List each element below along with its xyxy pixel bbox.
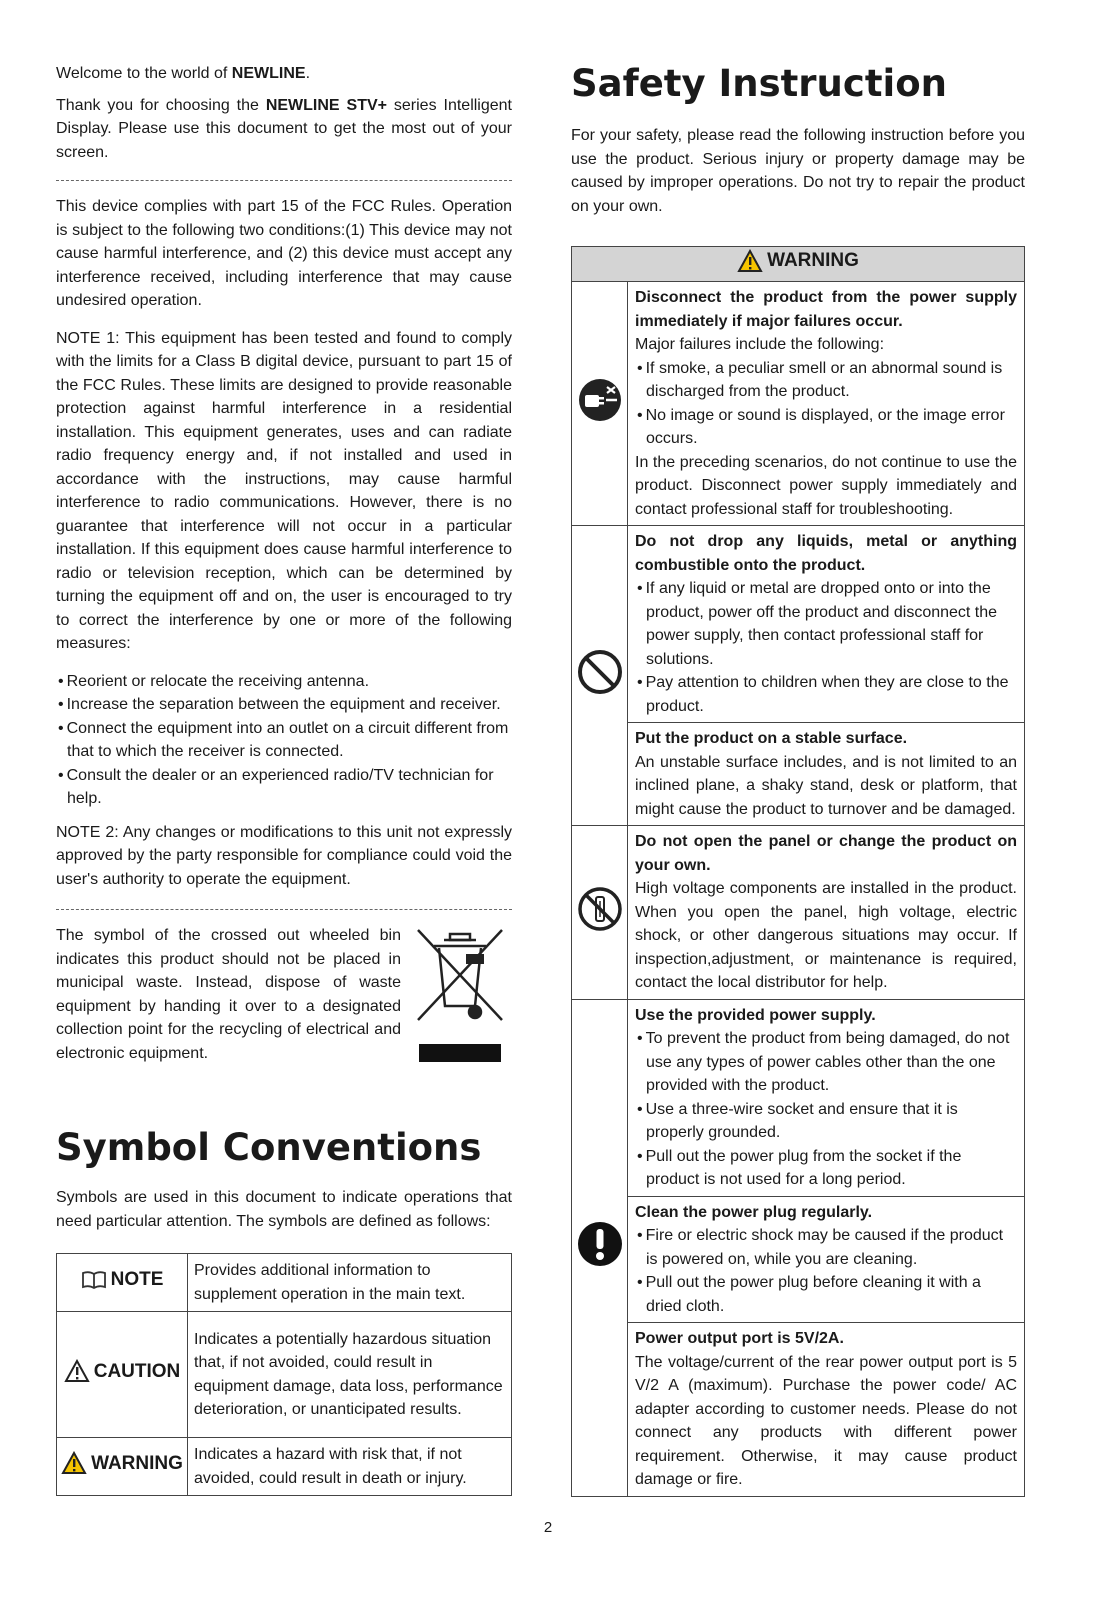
dashed-divider <box>56 909 512 910</box>
section-heading: Put the product on a stable surface. <box>635 730 908 747</box>
list-item: • Pay attention to children when they are close to the product. <box>635 671 1017 718</box>
table-row <box>572 723 1025 826</box>
fcc-measures-list <box>56 670 512 811</box>
note-description: Provides additional information to supplement operation in the main text. <box>188 1254 512 1312</box>
brand-name: NEWLINE <box>231 65 306 82</box>
section-heading: Disconnect the product from the power supply immediately if major failures occur. <box>635 289 1017 330</box>
intro-section <box>56 62 512 164</box>
table-row <box>572 526 1025 723</box>
table-row <box>572 999 1025 1196</box>
table-row <box>572 826 1025 1000</box>
list-item: • If any liquid or metal are dropped onto or into the product, power off the product and disconnect the power supply, then contact professional staff for solutions. <box>635 577 1017 671</box>
weee-text: The symbol of the crossed out wheeled bin indicates this product should not be placed in municipal waste. Instead, dispose of waste equipment by handing it over to a designated collection point for the recycling of electrical and electronic equipment. <box>56 927 401 1062</box>
no-disassembly-icon <box>576 885 624 933</box>
unplug-icon <box>577 377 623 423</box>
fcc-compliance-text: This device complies with part 15 of the FCC Rules. Operation is subject to the following two conditions:(1) This device may not cause harmful interference, and (2) this device must accept any interference received, including interference that may cause undesired operation. <box>56 198 512 309</box>
warning-header-row <box>572 247 1025 282</box>
note-label: NOTE <box>110 1269 164 1291</box>
product-name: NEWLINE STV+ <box>265 96 387 114</box>
section-text: Major failures include the following: <box>635 336 885 353</box>
symbol-table <box>56 1253 512 1496</box>
book-icon <box>81 1270 107 1290</box>
symbol-conventions-description: Symbols are used in this document to indicate operations that need particular attention. The symbols are defined as follows: <box>56 1189 512 1230</box>
section-heading: Power output port is 5V/2A. <box>635 1330 844 1347</box>
table-row <box>57 1438 512 1496</box>
list-item: • Fire or electric shock may be caused if the product is powered on, while you are cleaning. <box>635 1224 1017 1271</box>
warning-description: Indicates a hazard with risk that, if not avoided, could result in death or injury. <box>188 1438 512 1496</box>
table-row <box>572 1323 1025 1497</box>
symbol-conventions-title: Symbol Conventions <box>56 1126 482 1169</box>
safety-instruction-title: Safety Instruction <box>571 62 947 105</box>
caution-triangle-icon <box>64 1359 90 1383</box>
section-text: An unstable surface includes, and is not limited to an inclined plane, a shaky stand, desk or platform, that might cause the product to turnover and be damaged. <box>635 753 1017 818</box>
fcc-section <box>56 195 512 891</box>
list-item: • Increase the separation between the equipment and receiver. <box>56 693 512 717</box>
list-item: • Consult the dealer or an experienced radio/TV technician for help. <box>56 764 512 811</box>
welcome-text: Welcome to the world of NEWLINE. <box>56 65 311 82</box>
list-item: • To prevent the product from being damaged, do not use any types of power cables other than the one provided with the product. <box>635 1027 1017 1098</box>
weee-section <box>56 924 512 1074</box>
table-row <box>572 1196 1025 1323</box>
dashed-divider <box>56 180 512 181</box>
list-item: • No image or sound is displayed, or the image error occurs. <box>635 404 1017 451</box>
list-item: • Pull out the power plug before cleaning it with a dried cloth. <box>635 1271 1017 1318</box>
section-heading: Use the provided power supply. <box>635 1006 876 1024</box>
warning-triangle-icon <box>737 249 763 273</box>
section-heading: Do not drop any liquids, metal or anything combustible onto the product. <box>635 533 1017 574</box>
section-text: In the preceding scenarios, do not continue to use the product. Disconnect power supply immediately and contact professional staff for troubleshooting. <box>635 453 1017 518</box>
list-item: • Reorient or relocate the receiving antenna. <box>56 670 512 694</box>
left-column <box>56 62 512 1496</box>
prohibition-icon <box>576 648 624 696</box>
table-row <box>572 282 1025 526</box>
caution-label: CAUTION <box>93 1360 181 1382</box>
section-heading: Clean the power plug regularly. <box>635 1203 873 1221</box>
mandatory-exclamation-icon <box>576 1220 624 1268</box>
warning-table <box>571 246 1025 1497</box>
list-item: • Connect the equipment into an outlet on a circuit different from that to which the receiver is connected. <box>56 717 512 764</box>
crossed-out-wheeled-bin-icon <box>414 924 506 1064</box>
right-column <box>571 62 1025 1497</box>
fcc-note-2: NOTE 2: Any changes or modifications to this unit not expressly approved by the party responsible for compliance could void the user's authority to operate the equipment. <box>56 823 512 888</box>
section-text: The voltage/current of the rear power output port is 5 V/2 A (maximum). Purchase the power code/ AC adapter according to customer needs. Please do not connect any products with different power requirement. Otherwise, it may cause product damage or fire. <box>635 1353 1017 1488</box>
table-row <box>57 1254 512 1312</box>
table-row <box>57 1312 512 1438</box>
warning-triangle-icon <box>61 1451 87 1475</box>
section-text: High voltage components are installed in the product. When you open the panel, high voltage, electric shock, or other dangerous situations may occur. If inspection,adjustment, or maintenance is required, contact the local distributor for help. <box>635 880 1017 991</box>
safety-description: For your safety, please read the following instruction before you use the product. Serious injury or property damage may be caused by improper operations. Do not try to repair the product on your own. <box>571 127 1025 215</box>
list-item: • Use a three-wire socket and ensure that it is properly grounded. <box>635 1098 1017 1145</box>
list-item: • Pull out the power plug from the socket if the product is not used for a long period. <box>635 1145 1017 1192</box>
page-number: 2 <box>543 1519 553 1536</box>
list-item: • If smoke, a peculiar smell or an abnormal sound is discharged from the product. <box>635 357 1017 404</box>
warning-label: WARNING <box>91 1452 183 1474</box>
warning-header-label: WARNING <box>767 250 859 271</box>
section-heading: Do not open the panel or change the product on your own. <box>635 833 1017 874</box>
fcc-note-1: NOTE 1: This equipment has been tested and found to comply with the limits for a Class B digital device, pursuant to part 15 of the FCC Rules. These limits are designed to provide reasonable protection against harmful interference in a residential installation. This equipment generates, uses and can radiate radio frequency energy and, if not installed and used in accordance with the instructions, may cause harmful interference to radio communications. However, there is no guarantee that interference will not occur in a particular installation. If this equipment does cause harmful interference to radio or television reception, which can be determined by turning the equipment off and on, the user is encouraged to try to correct the interference by one or more of the following measures: <box>56 329 512 652</box>
thanks-text: Thank you for choosing the NEWLINE STV+ series Intelligent Display. Please use this document to get the most out of your screen. <box>56 96 512 161</box>
caution-description: Indicates a potentially hazardous situation that, if not avoided, could result in equipment damage, data loss, performance deterioration, or unanticipated results. <box>188 1312 512 1438</box>
